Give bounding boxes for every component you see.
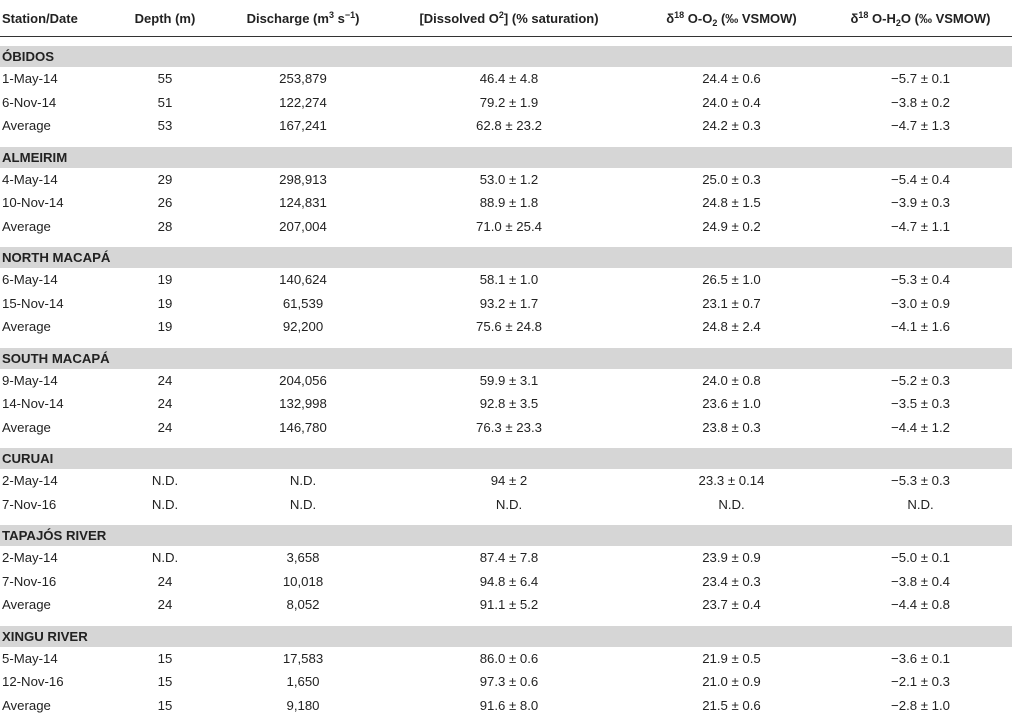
table-row — [0, 593, 1012, 617]
section-spacer — [0, 238, 1012, 247]
cell-dissolved-o2: N.D. — [384, 493, 634, 517]
spacer-cell — [0, 439, 1012, 448]
spacer-cell — [0, 617, 1012, 626]
cell-depth: 26 — [108, 191, 222, 215]
cell-depth: 24 — [108, 416, 222, 440]
table-row — [0, 416, 1012, 440]
cell-depth: N.D. — [108, 469, 222, 493]
cell-dissolved-o2: 88.9 ± 1.8 — [384, 191, 634, 215]
cell-d18o-h2o: N.D. — [829, 493, 1012, 517]
section-title: NORTH MACAPÁ — [0, 247, 1012, 268]
cell-d18o-h2o: −4.4 ± 0.8 — [829, 593, 1012, 617]
cell-dissolved-o2: 46.4 ± 4.8 — [384, 67, 634, 91]
spacer-cell — [0, 37, 1012, 47]
cell-dissolved-o2: 92.8 ± 3.5 — [384, 392, 634, 416]
cell-discharge: 167,241 — [222, 114, 384, 138]
cell-dissolved-o2: 91.1 ± 5.2 — [384, 593, 634, 617]
table-row — [0, 268, 1012, 292]
table-row — [0, 114, 1012, 138]
cell-d18o-o2: 23.3 ± 0.14 — [634, 469, 829, 493]
section-spacer — [0, 516, 1012, 525]
cell-station-date: 6-May-14 — [0, 268, 108, 292]
cell-station-date: Average — [0, 215, 108, 239]
section-spacer — [0, 138, 1012, 147]
cell-station-date: 4-May-14 — [0, 168, 108, 192]
header-dissolved-o2: [Dissolved $O^2$] (% saturation) — [384, 0, 634, 37]
cell-discharge: 61,539 — [222, 292, 384, 316]
cell-d18o-h2o: −5.3 ± 0.3 — [829, 469, 1012, 493]
cell-dissolved-o2: 58.1 ± 1.0 — [384, 268, 634, 292]
cell-station-date: Average — [0, 694, 108, 717]
cell-depth: 24 — [108, 593, 222, 617]
cell-station-date: 7-Nov-16 — [0, 493, 108, 517]
cell-d18o-o2: 23.7 ± 0.4 — [634, 593, 829, 617]
section-title: ÓBIDOS — [0, 46, 1012, 67]
cell-d18o-h2o: −5.3 ± 0.4 — [829, 268, 1012, 292]
cell-d18o-o2: 24.0 ± 0.4 — [634, 91, 829, 115]
cell-dissolved-o2: 59.9 ± 3.1 — [384, 369, 634, 393]
cell-d18o-o2: 24.8 ± 2.4 — [634, 315, 829, 339]
cell-d18o-h2o: −3.8 ± 0.4 — [829, 570, 1012, 594]
table-row — [0, 91, 1012, 115]
cell-depth: 19 — [108, 292, 222, 316]
cell-station-date: 9-May-14 — [0, 369, 108, 393]
cell-d18o-h2o: −4.1 ± 1.6 — [829, 315, 1012, 339]
cell-discharge: 140,624 — [222, 268, 384, 292]
cell-depth: 51 — [108, 91, 222, 115]
cell-depth: 53 — [108, 114, 222, 138]
cell-depth: 19 — [108, 315, 222, 339]
section-title: CURUAI — [0, 448, 1012, 469]
cell-d18o-h2o: −3.9 ± 0.3 — [829, 191, 1012, 215]
cell-station-date: Average — [0, 315, 108, 339]
section-header-row — [0, 525, 1012, 546]
cell-dissolved-o2: 75.6 ± 24.8 — [384, 315, 634, 339]
cell-d18o-h2o: −4.7 ± 1.3 — [829, 114, 1012, 138]
cell-discharge: 132,998 — [222, 392, 384, 416]
table-row — [0, 168, 1012, 192]
cell-depth: 15 — [108, 694, 222, 717]
cell-d18o-o2: 23.4 ± 0.3 — [634, 570, 829, 594]
cell-d18o-h2o: −5.7 ± 0.1 — [829, 67, 1012, 91]
table-row — [0, 67, 1012, 91]
cell-d18o-h2o: −4.7 ± 1.1 — [829, 215, 1012, 239]
cell-discharge: 10,018 — [222, 570, 384, 594]
cell-d18o-h2o: −3.6 ± 0.1 — [829, 647, 1012, 671]
cell-d18o-o2: 24.8 ± 1.5 — [634, 191, 829, 215]
table-row — [0, 292, 1012, 316]
cell-d18o-h2o: −4.4 ± 1.2 — [829, 416, 1012, 440]
cell-d18o-h2o: −3.5 ± 0.3 — [829, 392, 1012, 416]
header-station-date: Station/Date — [0, 0, 108, 37]
spacer-cell — [0, 138, 1012, 147]
section-spacer — [0, 339, 1012, 348]
cell-station-date: 2-May-14 — [0, 469, 108, 493]
section-title: SOUTH MACAPÁ — [0, 348, 1012, 369]
cell-d18o-o2: 21.0 ± 0.9 — [634, 670, 829, 694]
spacer-cell — [0, 238, 1012, 247]
table-row — [0, 694, 1012, 717]
cell-depth: N.D. — [108, 493, 222, 517]
cell-station-date: 5-May-14 — [0, 647, 108, 671]
cell-discharge: N.D. — [222, 493, 384, 517]
table-row — [0, 191, 1012, 215]
cell-d18o-o2: 21.5 ± 0.6 — [634, 694, 829, 717]
cell-d18o-o2: 24.4 ± 0.6 — [634, 67, 829, 91]
header-d18o-o2: $\delta^{18}$ $O-O_2$ (‰ VSMOW) — [634, 0, 829, 37]
cell-d18o-o2: 23.9 ± 0.9 — [634, 546, 829, 570]
cell-depth: 15 — [108, 647, 222, 671]
cell-station-date: 14-Nov-14 — [0, 392, 108, 416]
cell-station-date: 1-May-14 — [0, 67, 108, 91]
cell-discharge: 124,831 — [222, 191, 384, 215]
cell-depth: 28 — [108, 215, 222, 239]
cell-dissolved-o2: 94 ± 2 — [384, 469, 634, 493]
cell-discharge: 9,180 — [222, 694, 384, 717]
cell-discharge: 17,583 — [222, 647, 384, 671]
cell-d18o-o2: 21.9 ± 0.5 — [634, 647, 829, 671]
table-row — [0, 647, 1012, 671]
table-row — [0, 670, 1012, 694]
cell-dissolved-o2: 76.3 ± 23.3 — [384, 416, 634, 440]
cell-depth: 15 — [108, 670, 222, 694]
section-header-row — [0, 348, 1012, 369]
table-row — [0, 369, 1012, 393]
cell-station-date: Average — [0, 593, 108, 617]
cell-d18o-o2: 24.0 ± 0.8 — [634, 369, 829, 393]
section-header-row — [0, 46, 1012, 67]
section-title: ALMEIRIM — [0, 147, 1012, 168]
spacer-cell — [0, 516, 1012, 525]
cell-discharge: 92,200 — [222, 315, 384, 339]
table-row — [0, 546, 1012, 570]
section-spacer — [0, 617, 1012, 626]
section-header-row — [0, 448, 1012, 469]
cell-d18o-o2: 23.6 ± 1.0 — [634, 392, 829, 416]
table-header — [0, 0, 1012, 37]
cell-station-date: 6-Nov-14 — [0, 91, 108, 115]
cell-discharge: 122,274 — [222, 91, 384, 115]
cell-d18o-o2: 24.2 ± 0.3 — [634, 114, 829, 138]
cell-d18o-h2o: −5.2 ± 0.3 — [829, 369, 1012, 393]
section-header-row — [0, 247, 1012, 268]
cell-station-date: 7-Nov-16 — [0, 570, 108, 594]
table-row — [0, 315, 1012, 339]
cell-dissolved-o2: 94.8 ± 6.4 — [384, 570, 634, 594]
section-spacer — [0, 37, 1012, 47]
table-row — [0, 215, 1012, 239]
cell-d18o-o2: N.D. — [634, 493, 829, 517]
cell-dissolved-o2: 71.0 ± 25.4 — [384, 215, 634, 239]
cell-d18o-h2o: −5.0 ± 0.1 — [829, 546, 1012, 570]
cell-dissolved-o2: 86.0 ± 0.6 — [384, 647, 634, 671]
cell-discharge: N.D. — [222, 469, 384, 493]
cell-d18o-o2: 23.8 ± 0.3 — [634, 416, 829, 440]
cell-dissolved-o2: 93.2 ± 1.7 — [384, 292, 634, 316]
table-row — [0, 493, 1012, 517]
cell-d18o-h2o: −2.8 ± 1.0 — [829, 694, 1012, 717]
header-d18o-h2o: $\delta^{18}$ $O-H_2O$ (‰ VSMOW) — [829, 0, 1012, 37]
header-row — [0, 0, 1012, 37]
cell-dissolved-o2: 91.6 ± 8.0 — [384, 694, 634, 717]
header-depth: Depth (m) — [108, 0, 222, 37]
cell-depth: 24 — [108, 570, 222, 594]
cell-station-date: Average — [0, 114, 108, 138]
cell-d18o-h2o: −3.0 ± 0.9 — [829, 292, 1012, 316]
cell-depth: 24 — [108, 369, 222, 393]
cell-discharge: 204,056 — [222, 369, 384, 393]
cell-discharge: 3,658 — [222, 546, 384, 570]
cell-discharge: 298,913 — [222, 168, 384, 192]
cell-dissolved-o2: 87.4 ± 7.8 — [384, 546, 634, 570]
cell-d18o-h2o: −2.1 ± 0.3 — [829, 670, 1012, 694]
cell-depth: 55 — [108, 67, 222, 91]
cell-d18o-o2: 23.1 ± 0.7 — [634, 292, 829, 316]
cell-dissolved-o2: 79.2 ± 1.9 — [384, 91, 634, 115]
table-row — [0, 392, 1012, 416]
cell-station-date: 12-Nov-16 — [0, 670, 108, 694]
section-title: TAPAJÓS RIVER — [0, 525, 1012, 546]
cell-dissolved-o2: 62.8 ± 23.2 — [384, 114, 634, 138]
cell-depth: N.D. — [108, 546, 222, 570]
cell-depth: 29 — [108, 168, 222, 192]
cell-d18o-h2o: −3.8 ± 0.2 — [829, 91, 1012, 115]
cell-discharge: 146,780 — [222, 416, 384, 440]
cell-discharge: 253,879 — [222, 67, 384, 91]
table-row — [0, 570, 1012, 594]
cell-depth: 19 — [108, 268, 222, 292]
section-header-row — [0, 626, 1012, 647]
table-row — [0, 469, 1012, 493]
cell-station-date: 2-May-14 — [0, 546, 108, 570]
cell-d18o-o2: 25.0 ± 0.3 — [634, 168, 829, 192]
cell-discharge: 207,004 — [222, 215, 384, 239]
table-body — [0, 37, 1012, 717]
section-header-row — [0, 147, 1012, 168]
spacer-cell — [0, 339, 1012, 348]
cell-station-date: Average — [0, 416, 108, 440]
cell-d18o-o2: 24.9 ± 0.2 — [634, 215, 829, 239]
section-title: XINGU RIVER — [0, 626, 1012, 647]
cell-discharge: 8,052 — [222, 593, 384, 617]
cell-discharge: 1,650 — [222, 670, 384, 694]
cell-d18o-h2o: −5.4 ± 0.4 — [829, 168, 1012, 192]
cell-station-date: 10-Nov-14 — [0, 191, 108, 215]
cell-dissolved-o2: 97.3 ± 0.6 — [384, 670, 634, 694]
cell-depth: 24 — [108, 392, 222, 416]
cell-d18o-o2: 26.5 ± 1.0 — [634, 268, 829, 292]
section-spacer — [0, 439, 1012, 448]
header-discharge: Discharge ($m^3$ $s^{-1}$) — [222, 0, 384, 37]
cell-station-date: 15-Nov-14 — [0, 292, 108, 316]
cell-dissolved-o2: 53.0 ± 1.2 — [384, 168, 634, 192]
